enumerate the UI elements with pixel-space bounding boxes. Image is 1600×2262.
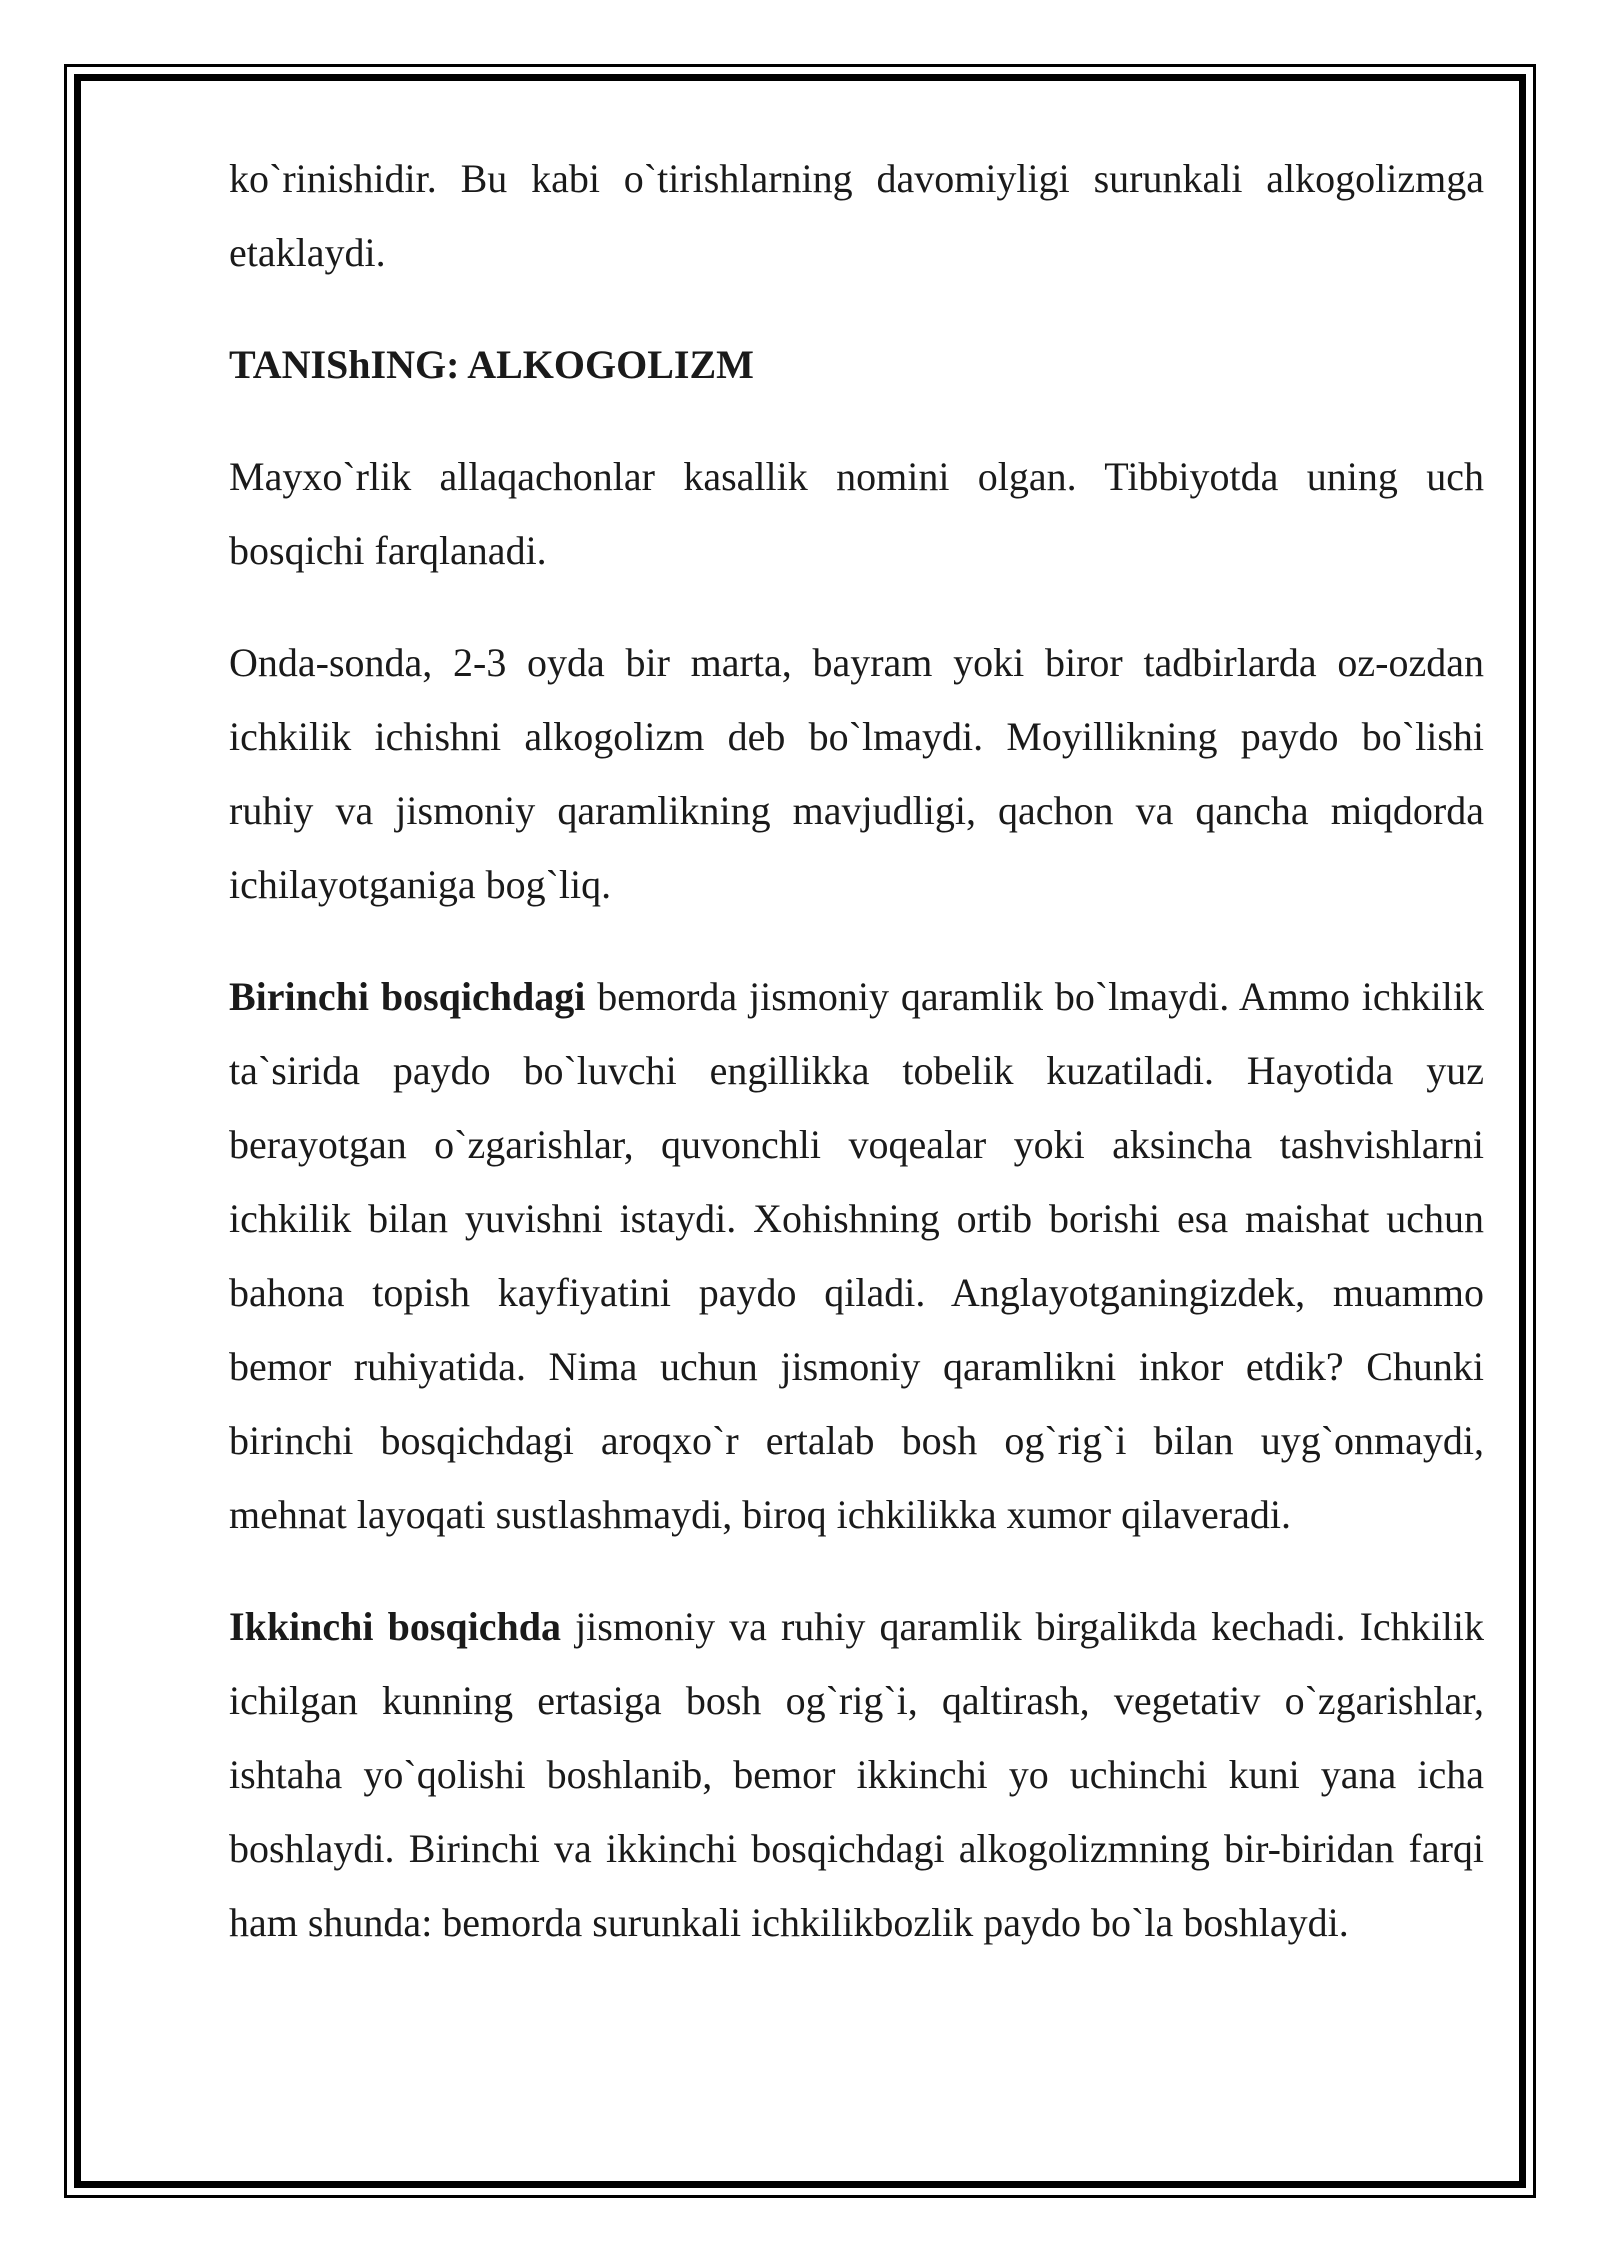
continuation-paragraph: ko`rinishidir. Bu kabi o`tirishlarning davomiyligi surunkali alkogolizmga etaklaydi. [229,156,1484,275]
stage-two-paragraph [229,1590,1484,1960]
stage-two-lead: Ikkinchi bosqichda [229,1604,562,1649]
intro-paragraph: Mayxo`rlik allaqachonlar kasallik nomini olgan. Tibbiyotda uning uch bosqichi farqlanadi. [229,454,1484,573]
stage-two-text: jismoniy va ruhiy qaramlik birgalikda kechadi. Ichkilik ichilgan kunning ertasiga bosh og`rig`i, qaltirash, vegetativ o`zgarishlar, ishtaha yo`qolishi boshlanib, bemor ikkinchi yo uchinchi kuni yana icha boshlaydi. Birinchi va ikkinchi bosqichdagi alkogolizmning bir-biridan farqi ham shunda: bemorda surunkali ichkilikbozlik paydo bo`la boshlaydi. [229,1604,1485,1945]
occasional-drinking-paragraph: Onda-sonda, 2-3 oyda bir marta, bayram yoki biror tadbirlarda oz-ozdan ichkilik ichishni alkogolizm deb bo`lmaydi. Moyillikning paydo bo`lishi ruhiy va jismoniy qaramlikning mavjudligi, qachon va qancha miqdorda ichilayotganiga bog`liq. [229,640,1484,907]
stage-one-paragraph [229,960,1484,1552]
stage-one-text: bemorda jismoniy qaramlik bo`lmaydi. Ammo ichkilik ta`sirida paydo bo`luvchi engillikka tobelik kuzatiladi. Hayotida yuz berayotgan o`zgarishlar, quvonchli voqealar yoki aksincha tashvishlarni ichkilik bilan yuvishni istaydi. Xohishning ortib borishi esa maishat uchun bahona topish kayfiyatini paydo qiladi. Anglayotganingizdek, muammo bemor ruhiyatida. Nima uchun jismoniy qaramlikni inkor etdik? Chunki birinchi bosqichdagi aroqxo`r ertalab bosh og`rig`i bilan uyg`onmaydi, mehnat layoqati sustlashmaydi, biroq ichkilikka xumor qilaveradi. [229,974,1485,1537]
stage-one-lead: Birinchi bosqichdagi [229,974,586,1019]
section-heading: TANIShING: ALKOGOLIZM [229,342,754,387]
document-body [229,142,1484,1998]
